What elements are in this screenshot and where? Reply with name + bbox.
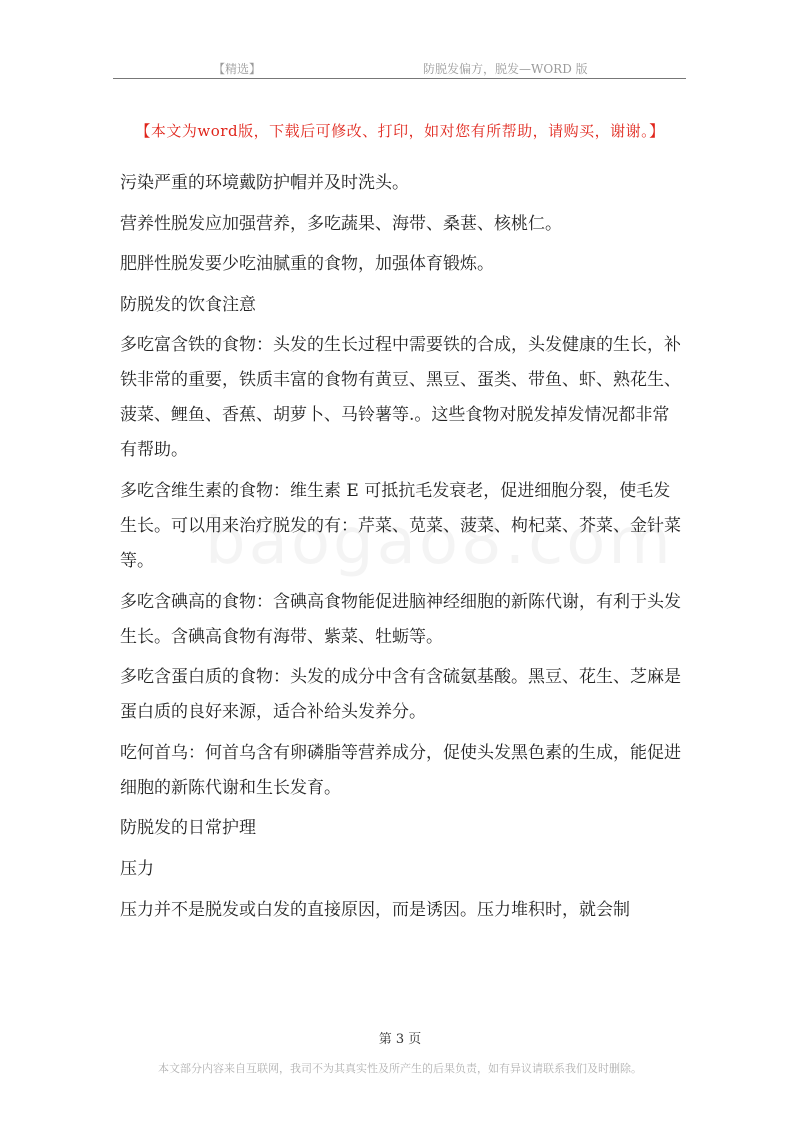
paragraph: 吃何首乌：何首乌含有卵磷脂等营养成分，促使头发黑色素的生成，能促进细胞的新陈代谢和生长发育。 xyxy=(120,742,681,798)
paragraph: 多吃富含铁的食物：头发的生长过程中需要铁的合成，头发健康的生长，补铁非常的重要，铁质丰富的食物有黄豆、黑豆、蛋类、带鱼、虾、熟花生、菠菜、鲤鱼、香蕉、胡萝卜、马铃薯等.。这些食物对脱发掉发情况都非常有帮助。 xyxy=(120,335,681,461)
paragraph: 多吃含维生素的食物：维生素 E 可抵抗毛发衰老，促进细胞分裂，使毛发生长。可以用来治疗脱发的有：芹菜、苋菜、菠菜、枸杞菜、芥菜、金针菜等。 xyxy=(120,480,681,571)
page-header xyxy=(113,56,686,79)
paragraph: 多吃含碘高的食物：含碘高食物能促进脑神经细胞的新陈代谢，有利于头发生长。含碘高食物有海带、紫菜、牡蛎等。 xyxy=(120,591,681,647)
section-heading: 防脱发的饮食注意 xyxy=(120,294,256,315)
paragraph: 污染严重的环境戴防护帽并及时洗头。 xyxy=(120,173,409,193)
footer-disclaimer: 本文部分内容来自互联网，我司不为其真实性及所产生的后果负责，如有异议请联系我们及时删除。 xyxy=(158,1062,642,1075)
paragraph: 多吃含蛋白质的食物：头发的成分中含有含硫氨基酸。黑豆、花生、芝麻是蛋白质的良好来源，适合补给头发养分。 xyxy=(120,667,681,723)
subsection-heading: 压力 xyxy=(120,858,154,879)
header-document-title: 防脱发偏方，脱发—WORD 版 xyxy=(423,62,588,76)
page-number: 第 3 页 xyxy=(378,1032,422,1047)
download-notice: 【本文为word版，下载后可修改、打印，如对您有所帮助，请购买，谢谢。】 xyxy=(135,122,665,140)
paragraph: 营养性脱发应加强营养，多吃蔬果、海带、桑葚、核桃仁。 xyxy=(120,213,562,234)
section-heading: 防脱发的日常护理 xyxy=(120,818,256,839)
header-left-label: 【精选】 xyxy=(213,62,262,76)
document-body xyxy=(120,166,686,933)
paragraph: 肥胖性脱发要少吃油腻重的食物，加强体育锻炼。 xyxy=(120,254,494,275)
paragraph: 压力并不是脱发或白发的直接原因，而是诱因。压力堆积时，就会制 xyxy=(120,899,630,920)
